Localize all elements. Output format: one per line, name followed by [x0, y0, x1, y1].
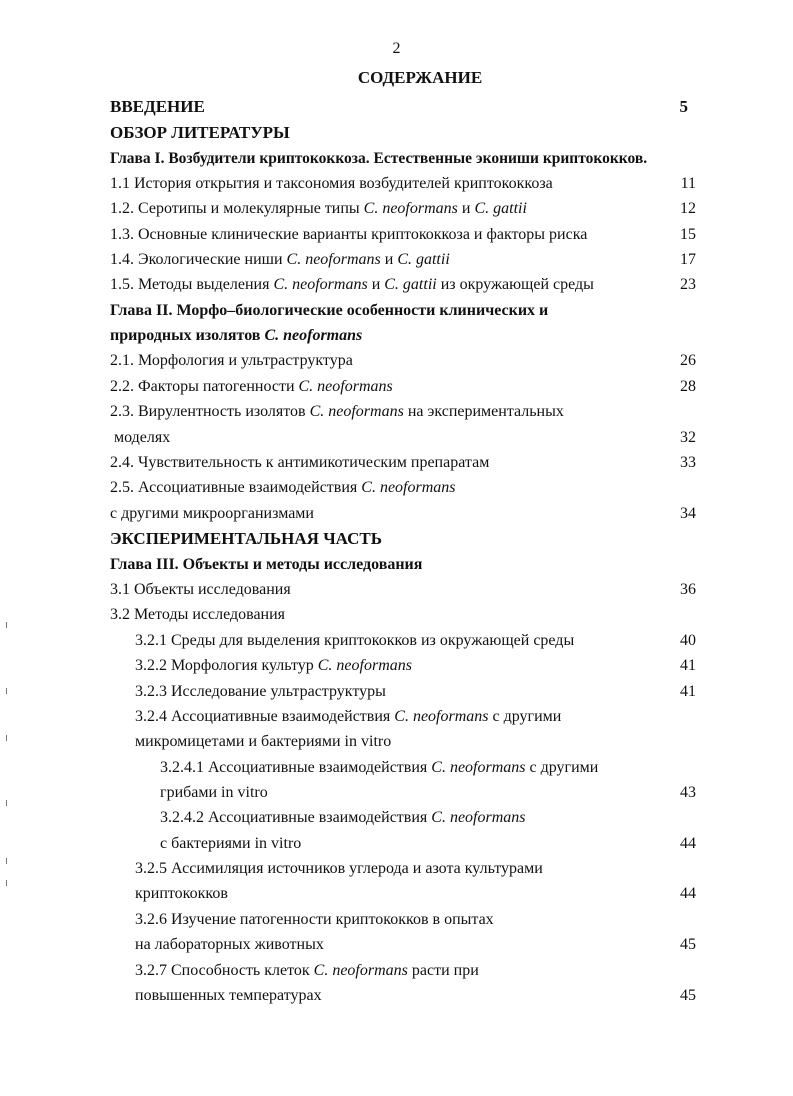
toc-entry-2-5-line2: с другими микроорганизмами	[110, 505, 314, 522]
toc-entry-3-1: 3.1 Объекты исследования	[110, 581, 291, 598]
toc-entry-3-2-2-page: 41	[680, 657, 696, 674]
toc-chapter-2-line1: Глава II. Морфо–биологические особенности клинических и	[110, 302, 549, 319]
toc-entry-1-5: 1.5. Методы выделения C. neoformans и C. gattii из окружающей среды	[110, 276, 594, 293]
toc-entry-2-2-page: 28	[680, 378, 696, 395]
toc-entry-3-2-7-page: 45	[680, 987, 696, 1004]
toc-entry-2-5-page: 34	[680, 505, 696, 522]
toc-entry-3-2-6: 3.2.6 Изучение патогенности криптококков в опытах	[135, 911, 494, 928]
toc-entry-1-1-page: 11	[680, 175, 696, 192]
scan-speck	[6, 688, 7, 694]
toc-entry-3-2-4-1-line2: грибами in vitro	[160, 784, 268, 801]
toc-entry-3-2-4-2-line2: с бактериями in vitro	[160, 835, 302, 852]
scan-speck	[6, 735, 7, 741]
toc-entry-1-3-page: 15	[680, 226, 696, 243]
toc-chapter-2-line2: природных изолятов C. neoformans	[110, 327, 363, 344]
toc-entry-2-4: 2.4. Чувствительность к антимикотическим препаратам	[110, 454, 490, 471]
toc-entry-3-2-4-2: 3.2.4.2 Ассоциативные взаимодействия C. neoformans	[160, 809, 526, 826]
toc-entry-1-3: 1.3. Основные клинические варианты криптококкоза и факторы риска	[110, 226, 588, 243]
toc-entry-2-3-line2: моделях	[114, 429, 171, 446]
toc-intro-page: 5	[679, 97, 688, 116]
toc-entry-3-2-6-line2: на лабораторных животных	[135, 936, 324, 953]
scan-speck	[6, 622, 7, 628]
toc-intro: ВВЕДЕНИЕ	[110, 97, 205, 116]
toc-entry-3-2-3: 3.2.3 Исследование ультраструктуры	[135, 683, 386, 700]
toc-entry-1-2-page: 12	[680, 200, 696, 217]
toc-entry-1-2: 1.2. Серотипы и молекулярные типы C. neoformans и C. gattii	[110, 200, 527, 217]
toc-chapter-1: Глава I. Возбудители криптококкоза. Естественные экониши криптококков.	[110, 150, 648, 167]
toc-entry-3-2-1: 3.2.1 Среды для выделения криптококков из окружающей среды	[135, 632, 575, 649]
toc-entry-2-4-page: 33	[680, 454, 696, 471]
toc-entry-1-1: 1.1 История открытия и таксономия возбудителей криптококкоза	[110, 175, 553, 192]
toc-entry-3-2-4-line2: микромицетами и бактериями in vitro	[135, 733, 392, 750]
toc-entry-3-2-6-page: 45	[680, 936, 696, 953]
toc-experimental: ЭКСПЕРИМЕНТАЛЬНАЯ ЧАСТЬ	[110, 529, 382, 548]
toc-chapter-3: Глава III. Объекты и методы исследования	[110, 556, 423, 573]
toc-entry-3-2-5: 3.2.5 Ассимиляция источников углерода и азота культурами	[135, 860, 543, 877]
toc-entry-2-3-page: 32	[680, 429, 696, 446]
page-number: 2	[392, 40, 401, 57]
toc-entry-3-2-1-page: 40	[680, 632, 696, 649]
toc-entry-3-1-page: 36	[680, 581, 696, 598]
toc-entry-1-4: 1.4. Экологические ниши C. neoformans и C. gattii	[110, 251, 450, 268]
toc-entry-1-4-page: 17	[680, 251, 696, 268]
toc-entry-3-2-4-1: 3.2.4.1 Ассоциативные взаимодействия C. neoformans с другими	[160, 759, 599, 776]
toc-entry-2-5: 2.5. Ассоциативные взаимодействия C. neoformans	[110, 479, 456, 496]
toc-entry-3-2-4-1-page: 43	[680, 784, 696, 801]
toc-entry-3-2-3-page: 41	[680, 683, 696, 700]
toc-entry-3-2-5-page: 44	[680, 885, 696, 902]
toc-entry-3-2-4-2-page: 44	[680, 835, 696, 852]
scan-speck	[6, 880, 7, 886]
toc-review: ОБЗОР ЛИТЕРАТУРЫ	[110, 123, 290, 142]
toc-entry-2-3: 2.3. Вирулентность изолятов C. neoformans на экспериментальных	[110, 403, 564, 420]
scan-speck	[6, 858, 7, 864]
toc-entry-2-1-page: 26	[680, 352, 696, 369]
toc-entry-2-1: 2.1. Морфология и ультраструктура	[110, 352, 353, 369]
toc-entry-3-2: 3.2 Методы исследования	[110, 606, 286, 623]
toc-entry-3-2-2: 3.2.2 Морфология культур C. neoformans	[135, 657, 412, 674]
toc-entry-3-2-7: 3.2.7 Способность клеток C. neoformans расти при	[135, 962, 479, 979]
toc-entry-3-2-4: 3.2.4 Ассоциативные взаимодействия C. neoformans с другими	[135, 708, 562, 725]
toc-entry-1-5-page: 23	[680, 276, 696, 293]
scan-speck	[6, 800, 7, 806]
toc-entry-2-2: 2.2. Факторы патогенности C. neoformans	[110, 378, 393, 395]
toc-entry-3-2-5-line2: криптококков	[135, 885, 228, 902]
toc-entry-3-2-7-line2: повышенных температурах	[135, 987, 322, 1004]
page-title: СОДЕРЖАНИЕ	[357, 68, 483, 87]
